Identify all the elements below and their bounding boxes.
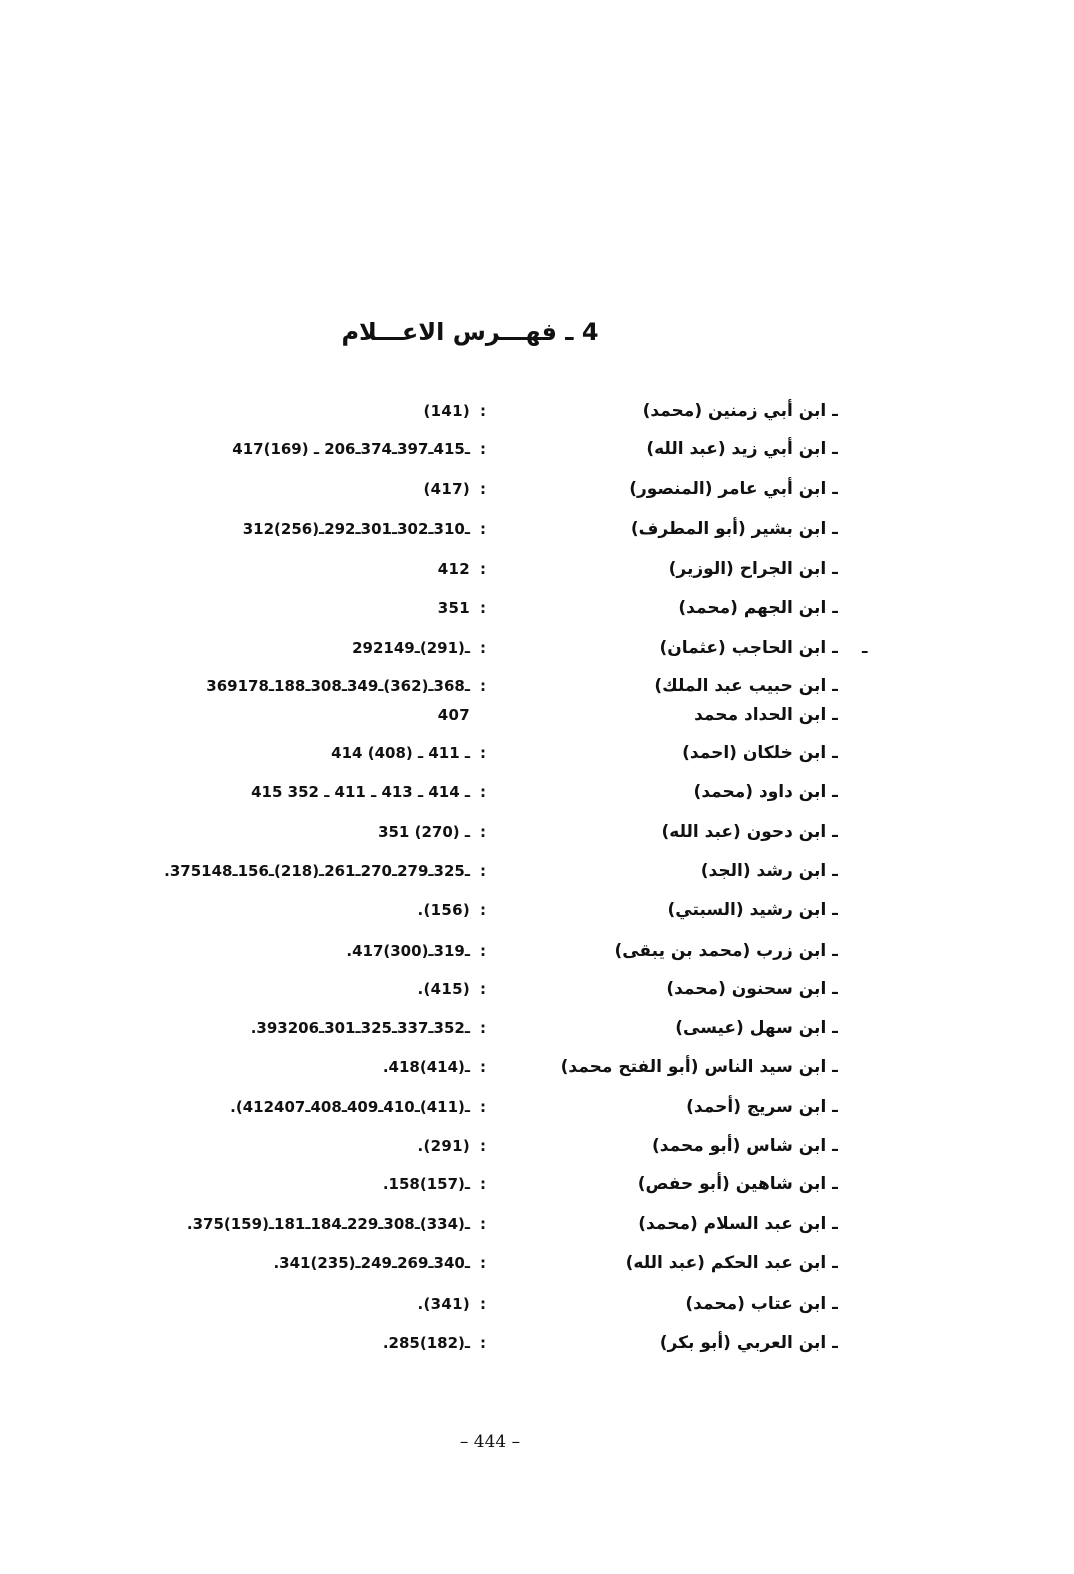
index-entry — [0, 777, 1074, 807]
entry-name — [508, 1328, 838, 1358]
entry-separator: : — [480, 1295, 486, 1313]
entry-name-text: ـ ابن عبد السلام (محمد) — [632, 1214, 838, 1234]
entry-separator: : — [480, 677, 486, 695]
entry-name — [508, 1289, 838, 1319]
entry-separator: : — [480, 480, 486, 498]
index-entry — [0, 700, 1074, 730]
entry-name — [508, 593, 838, 623]
index-entry — [0, 738, 1074, 768]
entry-name-text: ـ ابن شاس (أبو محمد) — [646, 1136, 838, 1156]
entry-pages: 417ـ415ـ397ـ374ـ206 ـ (169) — [232, 440, 470, 458]
entry-separator: : — [480, 520, 486, 538]
entry-name-text: ـ ابن الجراح (الوزير) — [663, 559, 838, 579]
entry-separator: : — [480, 1254, 486, 1272]
margin-mark: ـ — [862, 638, 868, 657]
index-entry — [0, 1013, 1074, 1043]
entry-name — [508, 1092, 838, 1122]
entry-pages: .418ـ(414) — [382, 1058, 470, 1076]
entry-name — [508, 514, 838, 544]
index-entry — [0, 974, 1074, 1004]
entry-name — [508, 1052, 838, 1082]
index-entry — [0, 396, 1074, 426]
entry-name-text: ـ ابن خلكان (احمد) — [676, 743, 838, 763]
index-entry — [0, 895, 1074, 925]
entry-name-text: ـ ابن أبي عامر (المنصور) — [623, 479, 838, 499]
entry-name — [508, 738, 838, 768]
entry-name — [508, 1131, 838, 1161]
index-title: 4 ـ فهـــرس الاعـــلام — [341, 318, 599, 346]
entry-pages: .(156) — [417, 901, 470, 919]
entry-name — [508, 554, 838, 584]
entry-name — [508, 1013, 838, 1043]
entry-separator: : — [480, 1137, 486, 1155]
entry-pages: 414 ـ 411 ـ (408) — [331, 744, 470, 762]
entry-separator: : — [480, 560, 486, 578]
entry-name-text: ـ ابن دحون (عبد الله) — [655, 822, 838, 842]
entry-pages: .375ـ(334)ـ308ـ229ـ184ـ181ـ(159) — [186, 1215, 470, 1233]
entry-name-text: ـ ابن حبيب عبد الملك) — [648, 676, 838, 696]
entry-pages: .(415) — [417, 980, 470, 998]
entry-pages: 292ـ(291)ـ149 — [352, 639, 470, 657]
entry-separator: : — [480, 980, 486, 998]
entry-separator: : — [480, 599, 486, 617]
entry-name-text: ـ ابن العربي (أبو بكر) — [654, 1333, 838, 1353]
entry-pages: (141) — [423, 402, 470, 420]
index-entry — [0, 817, 1074, 847]
index-entry — [0, 1289, 1074, 1319]
entry-name — [508, 474, 838, 504]
entry-name-text: ـ ابن عتاب (محمد) — [679, 1294, 838, 1314]
entry-pages: 351 — [437, 599, 470, 617]
entry-separator: : — [480, 1175, 486, 1193]
page-number: – 444 – — [459, 1432, 521, 1452]
index-entry — [0, 474, 1074, 504]
entry-name-text: ـ ابن شاهين (أبو حفص) — [632, 1174, 838, 1194]
entry-separator: : — [480, 942, 486, 960]
entry-name-text: ـ ابن رشد (الجد) — [695, 861, 838, 881]
index-entry — [0, 1328, 1074, 1358]
entry-pages: .417ـ319ـ(300) — [346, 942, 470, 960]
index-entry — [0, 1052, 1074, 1082]
entry-pages: .(341) — [417, 1295, 470, 1313]
index-entry — [0, 514, 1074, 544]
entry-separator: : — [480, 901, 486, 919]
entry-name-text: ـ ابن رشيد (السبتي) — [662, 900, 838, 920]
entry-pages: 369ـ368ـ(362)ـ349ـ308ـ188ـ178 — [206, 677, 470, 695]
entry-separator: : — [480, 440, 486, 458]
entry-name — [508, 974, 838, 1004]
index-entry — [0, 936, 1074, 966]
entry-separator: : — [480, 1334, 486, 1352]
entry-pages: 312ـ310ـ302ـ301ـ292ـ(256) — [242, 520, 470, 538]
entry-pages: .(291) — [417, 1137, 470, 1155]
entry-name — [508, 1248, 838, 1278]
entry-name — [508, 856, 838, 886]
entry-pages: .285ـ(182) — [382, 1334, 470, 1352]
entry-name-text: ـ ابن زرب (محمد بن يبقى) — [608, 941, 838, 961]
entry-separator: : — [480, 1019, 486, 1037]
entry-name-text: ـ ابن سهل (عيسى) — [669, 1018, 838, 1038]
entry-separator: : — [480, 744, 486, 762]
entry-pages: .375ـ325ـ279ـ270ـ261ـ(218)ـ156ـ148 — [164, 862, 470, 880]
entry-pages: 351 ـ (270) — [378, 823, 470, 841]
entry-separator: : — [480, 402, 486, 420]
entry-separator: : — [480, 1098, 486, 1116]
entry-pages: .(412ـ(411)ـ410ـ409ـ408ـ407 — [230, 1098, 470, 1116]
entry-name-text: ـ ابن أبي زيد (عبد الله) — [640, 439, 838, 459]
index-entry — [0, 1209, 1074, 1239]
entry-name-text: ـ ابن داود (محمد) — [688, 782, 838, 802]
entry-name-text: ـ ابن بشير (أبو المطرف) — [625, 519, 838, 539]
index-entry — [0, 1092, 1074, 1122]
entry-name-text: ـ ابن سحنون (محمد) — [660, 979, 838, 999]
entry-name-text: ـ ابن أبي زمنين (محمد) — [637, 401, 838, 421]
entry-name-text: ـ ابن عبد الحكم (عبد الله) — [620, 1253, 838, 1273]
entry-name-text: ـ ابن سريج (أحمد) — [680, 1097, 838, 1117]
entry-name — [508, 1169, 838, 1199]
entry-separator: : — [480, 823, 486, 841]
entry-name — [508, 396, 838, 426]
index-entry — [0, 856, 1074, 886]
index-entry — [0, 593, 1074, 623]
entry-name — [508, 633, 838, 663]
entry-pages: 407 — [437, 706, 470, 724]
entry-pages: (417) — [423, 480, 470, 498]
entry-name-text: ـ ابن الجهم (محمد) — [672, 598, 838, 618]
entry-separator: : — [480, 862, 486, 880]
entry-name-text: ـ ابن سيد الناس (أبو الفتح محمد) — [555, 1057, 838, 1077]
entry-name-text: ـ ابن الحداد محمد — [688, 705, 838, 725]
entry-name — [508, 817, 838, 847]
index-entry — [0, 554, 1074, 584]
entry-pages: 412 — [437, 560, 470, 578]
entry-pages: .158ـ(157) — [382, 1175, 470, 1193]
entry-name — [508, 895, 838, 925]
entry-separator: : — [480, 639, 486, 657]
index-entry — [0, 1248, 1074, 1278]
entry-separator: : — [480, 1058, 486, 1076]
entry-name — [508, 936, 838, 966]
index-entry — [0, 434, 1074, 464]
entry-name — [508, 1209, 838, 1239]
index-entry — [0, 1131, 1074, 1161]
entry-pages: .341ـ340ـ269ـ249ـ(235) — [273, 1254, 470, 1272]
entry-name — [508, 671, 838, 701]
entry-pages: 415 ـ 414 ـ 413 ـ 411 ـ 352 — [251, 783, 470, 801]
entry-separator: : — [480, 1215, 486, 1233]
entry-pages: .393ـ352ـ337ـ325ـ301ـ206 — [250, 1019, 470, 1037]
index-entry — [0, 1169, 1074, 1199]
entry-name-text: ـ ابن الحاجب (عثمان) — [653, 638, 838, 658]
entry-name — [508, 434, 838, 464]
entry-name — [508, 700, 838, 730]
entry-separator: : — [480, 783, 486, 801]
index-entry — [0, 633, 1074, 663]
entry-name — [508, 777, 838, 807]
index-entry — [0, 671, 1074, 701]
